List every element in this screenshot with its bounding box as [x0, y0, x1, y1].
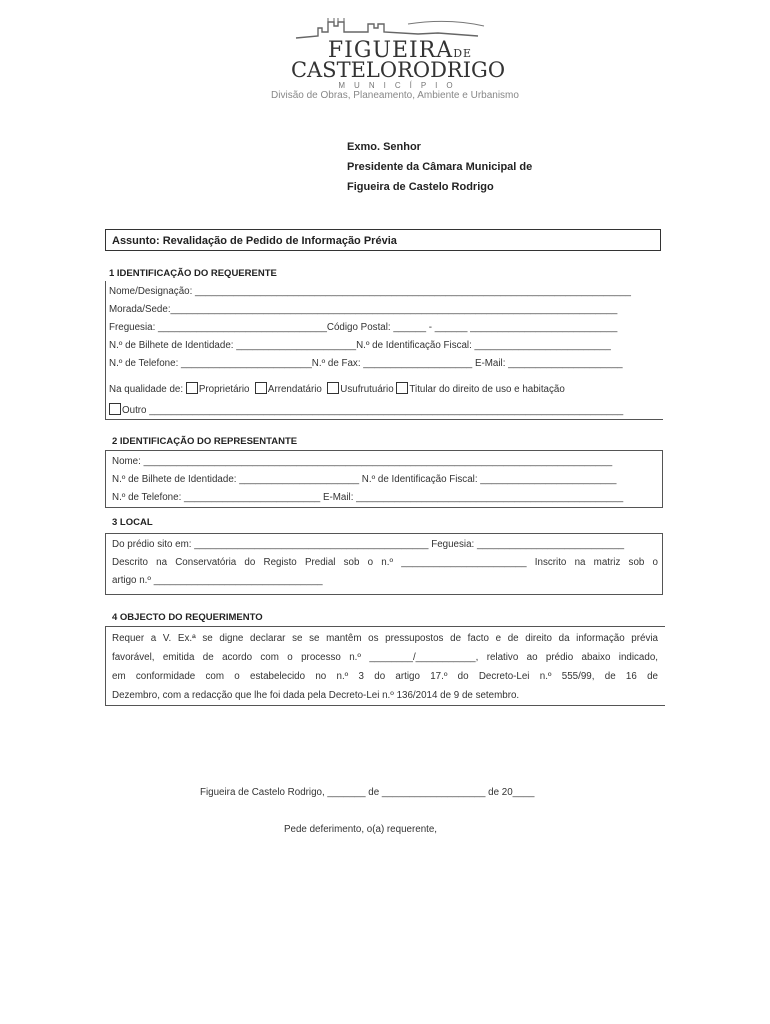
section-4-title: 4 OBJECTO DO REQUERIMENTO	[112, 612, 263, 623]
field-phone-fax-email[interactable]: N.º de Telefone: ________________________N.º de Fax: ____________________ E-Mail: _____________________	[109, 358, 623, 369]
field-registry[interactable]: Descrito na Conservatória do Registo Predial sob o n.º _______________________ Inscrito na matriz sob o	[112, 557, 658, 568]
field-article[interactable]: artigo n.º _______________________________	[112, 575, 323, 586]
field-address[interactable]: Morada/Sede:__________________________________________________________________________________	[109, 304, 618, 315]
field-parish-postal[interactable]: Freguesia: _______________________________Código Postal: ______ - ______ ___________________________	[109, 322, 618, 333]
qualidade-row	[109, 382, 565, 395]
option-proprietario: Proprietário	[198, 384, 250, 395]
subject-box: Assunto: Revalidação de Pedido de Informação Prévia	[105, 229, 661, 251]
checkbox-usufrutuario[interactable]	[327, 382, 339, 394]
field-id-nif[interactable]: N.º de Bilhete de Identidade: ______________________N.º de Identificação Fiscal: _________________________	[109, 340, 611, 351]
addressee-line-3: Figueira de Castelo Rodrigo	[347, 181, 494, 193]
field-name[interactable]: Nome/Designação: ________________________________________________________________________________	[109, 286, 631, 297]
checkbox-arrendatario[interactable]	[255, 382, 267, 394]
request-text-line-2: favorável, emitida de acordo com o processo n.º ________/___________, relativo ao prédio abaixo indicado,	[112, 652, 658, 663]
checkbox-outro[interactable]	[109, 403, 121, 415]
addressee-line-2: Presidente da Câmara Municipal de	[347, 161, 533, 173]
logo-text-castelo-rodrigo: CASTELORODRIGO	[290, 58, 506, 82]
checkbox-proprietario[interactable]	[186, 382, 198, 394]
field-rep-phone-email[interactable]: N.º de Telefone: _________________________ E-Mail: _________________________________________________	[112, 492, 624, 503]
logo-text-municipio: MUNICÍPIO	[338, 81, 462, 90]
field-rep-id-nif[interactable]: N.º de Bilhete de Identidade: ______________________ N.º de Identificação Fiscal: _________________________	[112, 474, 617, 485]
outro-row	[109, 403, 653, 416]
division-name: Divisão de Obras, Planeamento, Ambiente e Urbanismo	[271, 90, 519, 101]
qualidade-label: Na qualidade de:	[109, 384, 184, 395]
option-arrendatario: Arrendatário	[267, 384, 322, 395]
section-1-title: 1 IDENTIFICAÇÃO DO REQUERENTE	[109, 268, 277, 279]
option-titular: Titular do direito de uso e habitação	[409, 384, 565, 395]
section-2-title: 2 IDENTIFICAÇÃO DO REPRESENTANTE	[112, 436, 298, 447]
field-rep-name[interactable]: Nome: ______________________________________________________________________________________	[112, 456, 613, 467]
closing-text: Pede deferimento, o(a) requerente,	[284, 824, 438, 835]
section-3-title: 3 LOCAL	[112, 517, 153, 528]
option-outro[interactable]: Outro _______________________________________________________________________________________	[122, 405, 624, 416]
request-text-line-3: em conformidade com o estabelecido no n.º 3 do artigo 17.º do Decreto-Lei n.º 555/99, de 16 de	[112, 671, 658, 682]
checkbox-titular[interactable]	[396, 382, 408, 394]
place-date-line[interactable]: Figueira de Castelo Rodrigo, _______ de ___________________ de 20____	[200, 787, 535, 798]
option-usufrutuario: Usufrutuário	[340, 384, 394, 395]
addressee-line-1: Exmo. Senhor	[347, 141, 421, 153]
request-text-line-1: Requer a V. Ex.ª se digne declarar se se mantêm os pressupostos de facto e de direito da informação prévia	[112, 633, 658, 644]
logo-text-figueira: FIGUEIRADE	[327, 38, 473, 63]
request-text-line-4: Dezembro, com a redacção que lhe foi dada pela Decreto-Lei n.º 136/2014 de 9 de setembro.	[112, 690, 520, 701]
field-site-parish[interactable]: Do prédio sito em: ___________________________________________ Feguesia: ___________________________	[112, 539, 625, 550]
